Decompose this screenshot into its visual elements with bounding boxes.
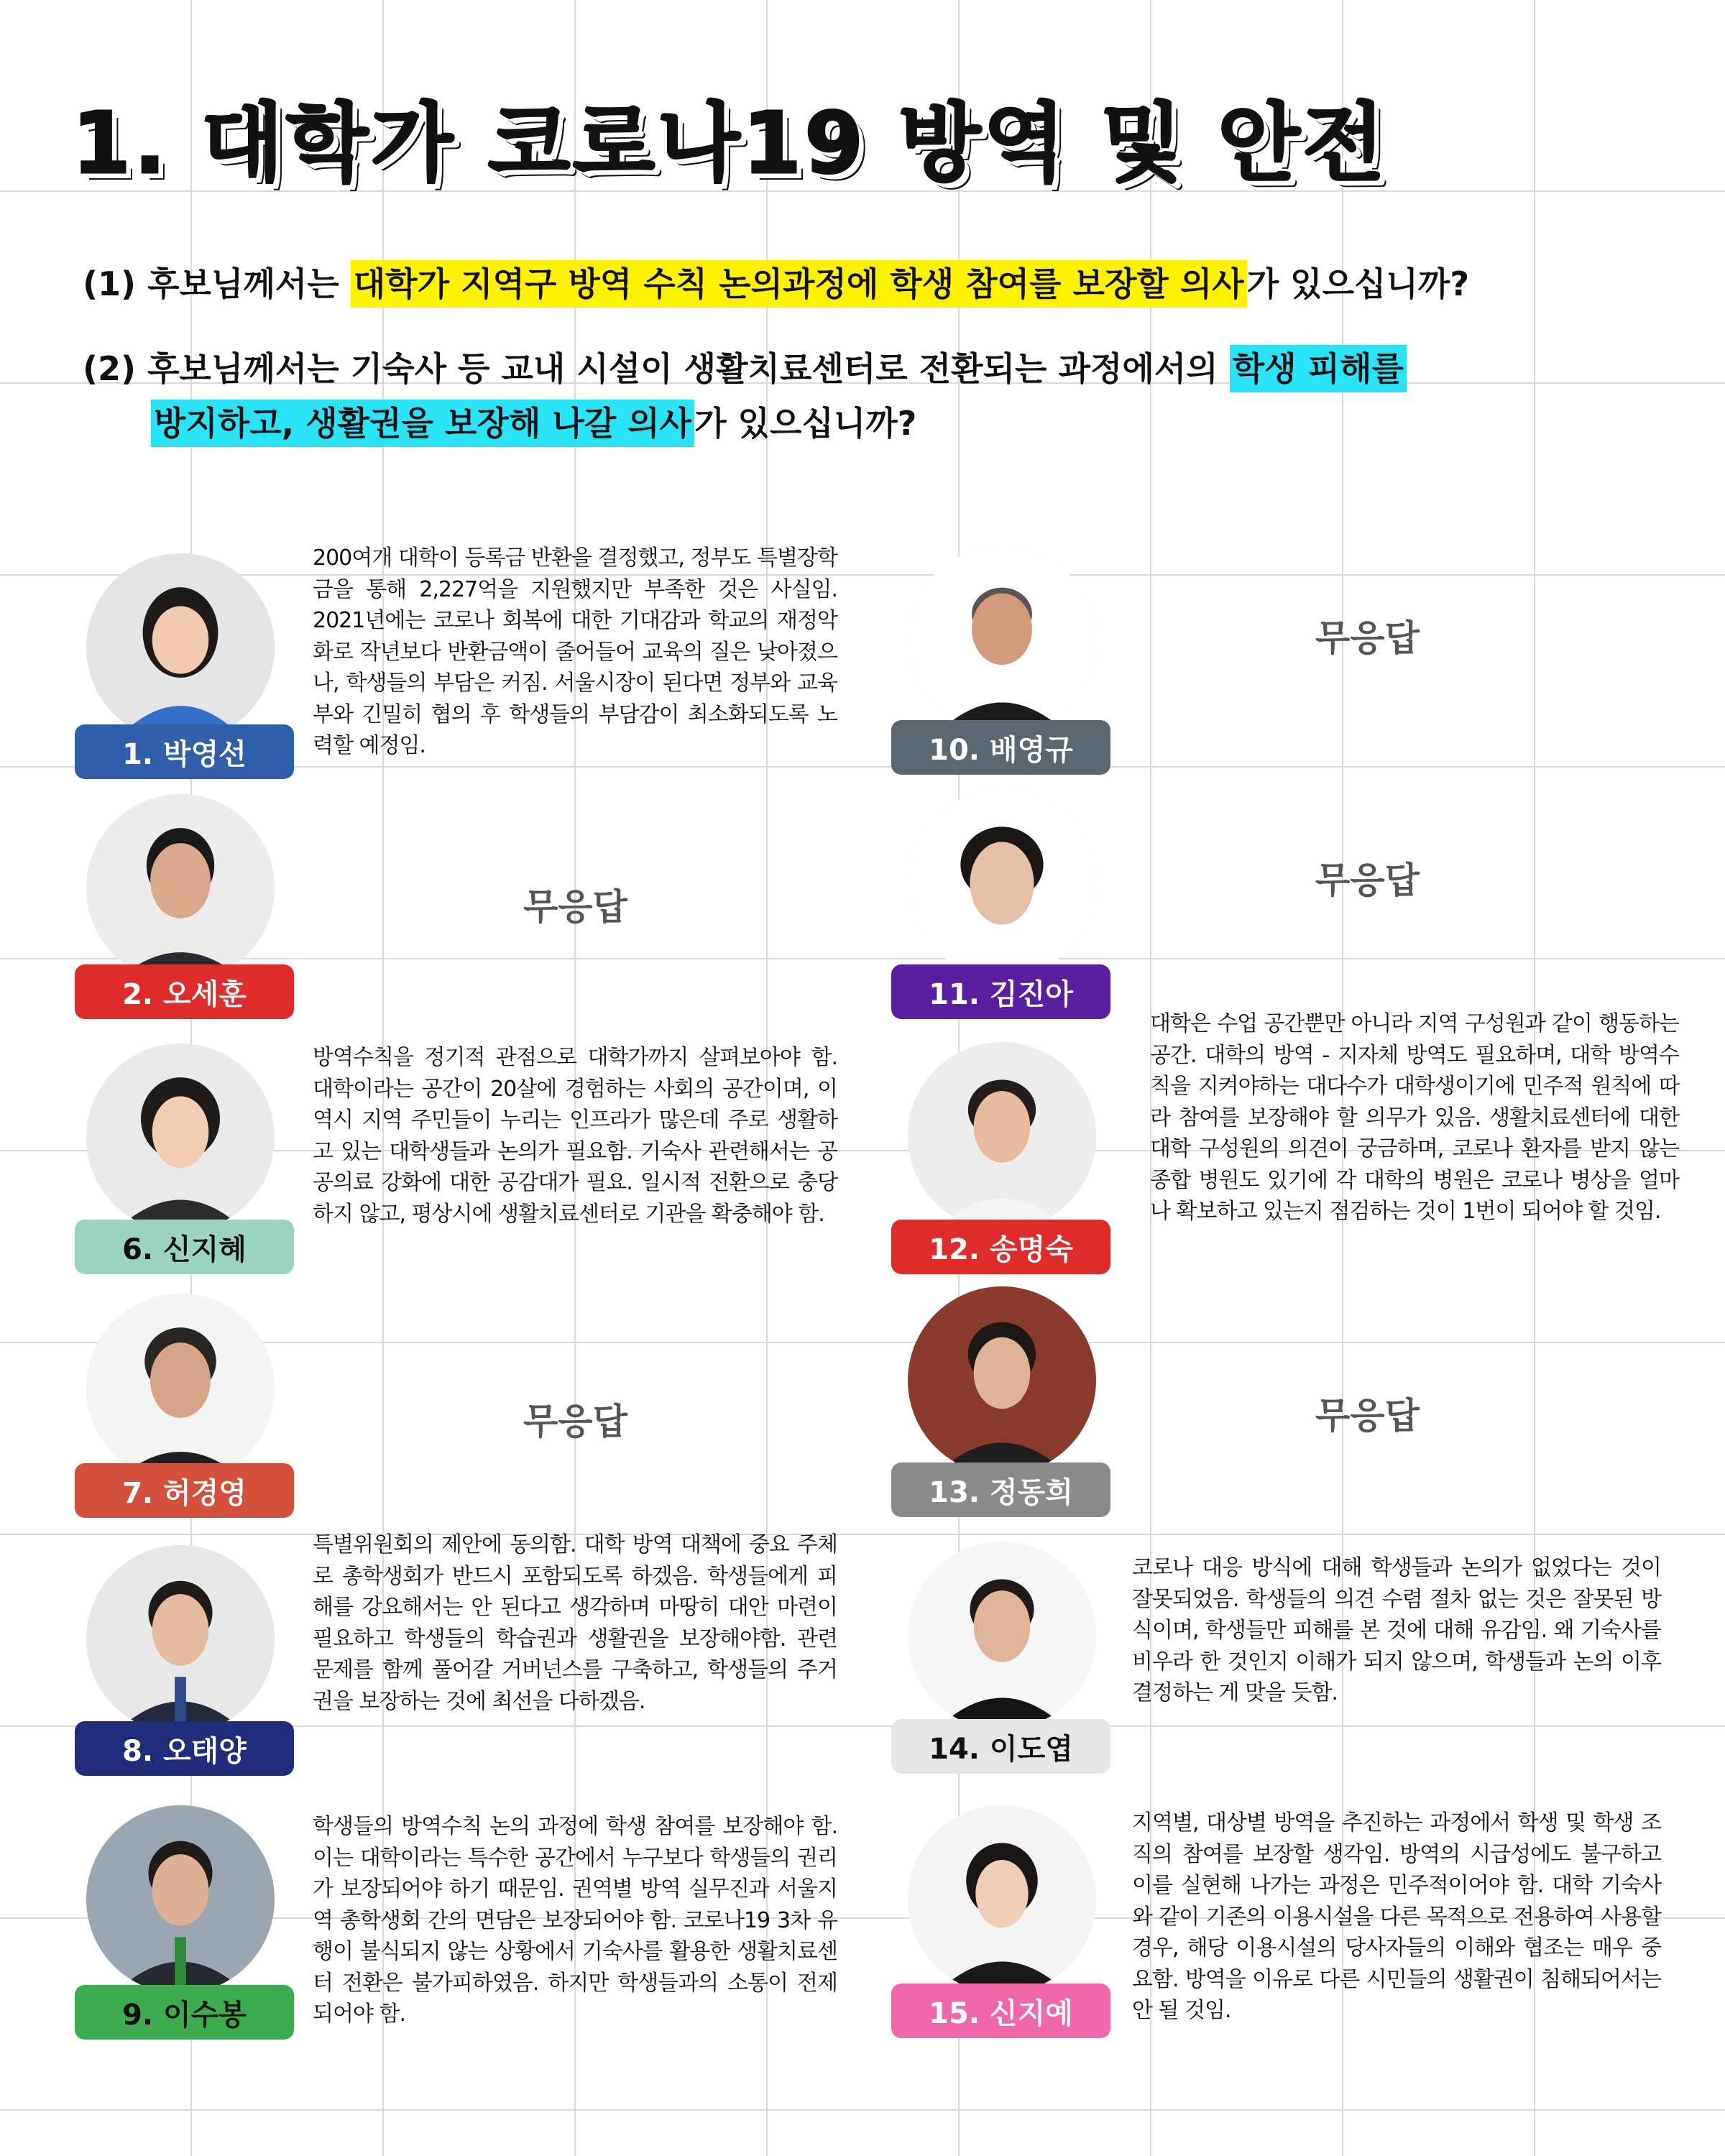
- candidate-1-answer: 200여개 대학이 등록금 반환을 결정했고, 정부도 특별장학금을 통해 2,227억을 지원했지만 부족한 것은 사실임. 2021년에는 코로나 회복에 대한 기대감과 학교의 재정악화로 작년보다 반환금액이 줄어들어 교육의 질은 낮아졌으나, 학생들의 부담은 커짐. 서울시장이 된다면 정부와 교육부와 긴밀히 협의 후 학생들의 부담감이 최소화되도록 노력할 예정임.: [313, 545, 837, 758]
- question-1: [83, 264, 1470, 303]
- candidate-1-photo: [86, 553, 275, 742]
- candidate-12-name-tag: 12. 송명숙: [891, 1220, 1110, 1274]
- candidate-6-answer: 방역수칙을 정기적 관점으로 대학가까지 살펴보아야 함. 대학이라는 공간이 20살에 경험하는 사회의 공간이며, 이 역시 지역 주민들이 누리는 인프라가 많은데 주로 생활하고 있는 대학생들과 논의가 필요함. 기숙사 관련해서는 공공의료 강화에 대한 공감대가 필요. 일시적 전환으로 충당하지 않고, 평상시에 생활치료센터로 기관을 확충해야 함.: [313, 1045, 837, 1227]
- candidate-14-name-tag: 14. 이도엽: [891, 1719, 1110, 1774]
- question-1-prefix: (1) 후보님께서는: [83, 264, 351, 303]
- candidate-10-no-reply: 무응답: [1315, 617, 1420, 659]
- candidate-2-photo: [86, 794, 275, 982]
- candidate-15-photo: [908, 1805, 1096, 1994]
- question-2-suffix: 가 있으십니까?: [694, 404, 917, 443]
- candidate-11-no-reply: 무응답: [1315, 860, 1420, 901]
- candidate-2-no-reply: 무응답: [523, 886, 627, 928]
- candidate-7-photo: [86, 1294, 275, 1482]
- question-2-continued: [151, 404, 917, 443]
- candidate-13-photo: [908, 1286, 1096, 1475]
- candidate-12-answer: 대학은 수업 공간뿐만 아니라 지역 구성원과 같이 행동하는 공간. 대학의 방역 - 지자체 방역도 필요하며, 대학 방역수칙을 지켜야하는 대다수가 대학생이기에 민주적 원칙에 따라 참여를 보장해야 할 의무가 있음. 생활치료센터에 대한 대학 구성원의 의견이 궁금하며, 코로나 환자를 받지 않는 종합 병원도 있기에 각 대학의 병원은 코로나 병상을 얼마나 확보하고 있는지 점검하는 것이 1번이 되어야 할 것임.: [1150, 1011, 1679, 1224]
- candidate-15-name-tag: 15. 신지예: [891, 1984, 1110, 2038]
- candidate-10-photo: [908, 546, 1096, 734]
- candidate-9-answer: 학생들의 방역수칙 논의 과정에 학생 참여를 보장해야 함. 이는 대학이라는 특수한 공간에서 누구보다 학생들의 권리가 보장되어야 하기 때문임. 권역별 방역 실무진과 서울지역 총학생회 간의 면담은 보장되어야 함. 코로나19 3차 유행이 불식되지 않는 상황에서 기숙사를 활용한 생활치료센터 전환은 불가피하였음. 하지만 학생들과의 소통이 전제되어야 함.: [313, 1814, 837, 2027]
- question-2: [83, 349, 1407, 388]
- candidate-14-answer: 코로나 대응 방식에 대해 학생들과 논의가 없었다는 것이 잘못되었음. 학생들의 의견 수렴 절차 없는 것은 잘못된 방식이며, 학생들만 피해를 본 것에 대해 유감임. 왜 기숙사를 비우라 한 것인지 이해가 되지 않으며, 학생들과 논의 이후 결정하는 게 맞을 듯함.: [1132, 1555, 1661, 1705]
- candidate-11-photo: [908, 789, 1096, 977]
- candidate-1-name-tag: 1. 박영선: [75, 724, 294, 779]
- candidate-11-name-tag: 11. 김진아: [891, 964, 1110, 1019]
- candidate-8-answer: 특별위원회의 제안에 동의함. 대학 방역 대책에 중요 주체로 총학생회가 반드시 포함되도록 하겠음. 학생들에게 피해를 강요해서는 안 된다고 생각하며 마땅히 대안 마련이 필요하고 학생들의 학습권과 생활권을 보장해야함. 관련 문제를 함께 풀어갈 거버넌스를 구축하고, 학생들의 주거권을 보장하는 것에 최선을 다하겠음.: [313, 1532, 837, 1714]
- candidate-13-no-reply: 무응답: [1315, 1395, 1420, 1437]
- candidate-9-name-tag: 9. 이수봉: [75, 1985, 294, 2040]
- candidate-7-name-tag: 7. 허경영: [75, 1463, 294, 1518]
- candidate-8-name-tag: 8. 오태양: [75, 1721, 294, 1776]
- question-2-prefix: (2) 후보님께서는 기숙사 등 교내 시설이 생활치료센터로 전환되는 과정에서의: [83, 349, 1230, 388]
- question-2-highlight-2: 방지하고, 생활권을 보장해 나갈 의사: [151, 400, 694, 447]
- candidate-12-photo: [908, 1042, 1096, 1230]
- candidate-9-photo: [86, 1805, 275, 1994]
- candidate-2-name-tag: 2. 오세훈: [75, 964, 294, 1019]
- candidate-14-photo: [908, 1542, 1096, 1730]
- candidate-13-name-tag: 13. 정동희: [891, 1462, 1110, 1517]
- candidate-6-name-tag: 6. 신지혜: [75, 1220, 294, 1274]
- candidate-15-answer: 지역별, 대상별 방역을 추진하는 과정에서 학생 및 학생 조직의 참여를 보장할 생각임. 방역의 시급성에도 불구하고 이를 실현해 나가는 과정은 민주적이어야 함. 대학 기숙사와 같이 기존의 이용시설을 다른 목적으로 전용하여 사용할 경우, 해당 이용시설의 당사자들의 이해와 협조는 매우 중요함. 방역을 이유로 다른 시민들의 생활권이 침해되어서는 안 될 것임.: [1132, 1810, 1661, 2023]
- question-1-highlight: 대학가 지역구 방역 수칙 논의과정에 학생 참여를 보장할 의사: [351, 260, 1247, 308]
- page-title: 1. 대학가 코로나19 방역 및 안전: [72, 93, 1388, 193]
- candidate-8-photo: [86, 1545, 275, 1733]
- question-2-highlight-1: 학생 피해를: [1230, 345, 1407, 392]
- candidate-10-name-tag: 10. 배영규: [891, 720, 1110, 775]
- question-1-suffix: 가 있으십니까?: [1246, 264, 1470, 303]
- candidate-6-photo: [86, 1044, 275, 1232]
- candidate-7-no-reply: 무응답: [523, 1401, 627, 1442]
